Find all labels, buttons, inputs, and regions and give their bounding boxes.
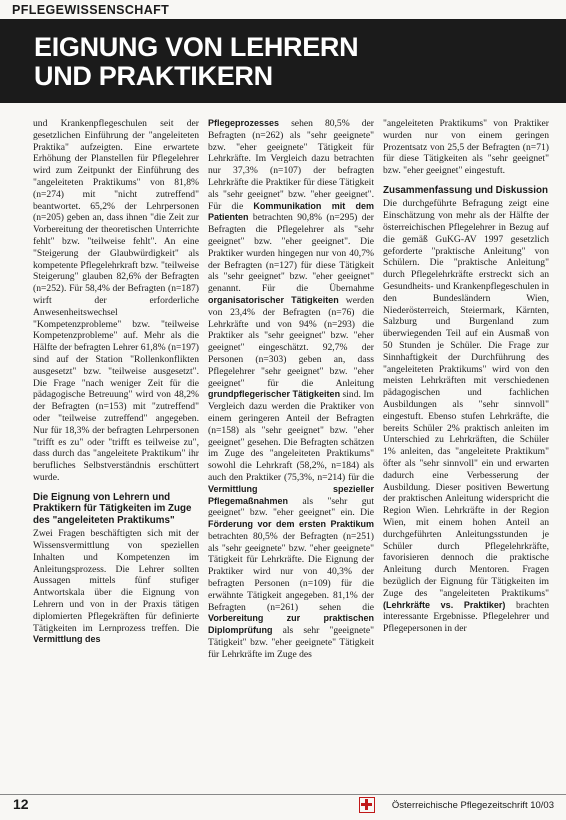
- bold-term: Vermittlung spezieller Pflegemaßnahmen: [208, 483, 374, 506]
- bold-term: Kommunikation mit dem Patienten: [208, 200, 374, 223]
- cross-logo-icon: [359, 797, 375, 813]
- subheading-zusammenfassung: Zusammenfassung und Diskussion: [383, 184, 548, 196]
- text-column-2: [208, 118, 374, 773]
- text-column-3: [383, 118, 549, 773]
- page-number: 12: [13, 796, 29, 812]
- paragraph: [383, 198, 549, 634]
- title-line-2: UND PRAKTIKERN: [34, 61, 273, 91]
- paragraph: und Krankenpflegeschulen seit der gesetzlichen Einführung der "angeleiteten Praktika" aufzeigten. Eine erwartete Erhöhung der Planstellen für Pflegelehrer wird zum Zeitpunkt der Einführung des "angeleiteten Praktikums" von 81,8% (n=274) mit "nicht zutreffend" beantwortet. 65,2% der Lehrpersonen (n=205) geben an, dass ihnen "die Zeit zur Vorbereitung der theoretischen Unterrichte fehlt" bzw. "teilweise fehlt". An eine "Steigerung der Glaubwürdigkeit" als kompetente Pflegelehrkraft bzw. "teilweise Steigerung" glauben 82,6% der Befragten (n=252). Für 58,4% der Befragten (n=187) wirft der erforderliche Anwesenheitswechsel "Kompetenzprobleme" bzw. "teilweise Kompetenzprobleme" auf. Mehr als die Hälfte der befragten Lehrer 61,8% (n=197) sind auf der Station "Rollenkonflikten ausgesetzt" bzw. "teilweise ausgesetzt". Die Frage "nach weniger Zeit für die pädagogische Betreuung" wird von 48,2% der Befragten (n=153) mit "zutreffend" oder "teilweise zutreffend" angegeben. Nur für 18,3% der befragten Lehrpersonen "trifft es zu" oder "trifft es teilweise zu", dass durch das "angeleitete Praktikum" ihr berufliches Selbstverständnis erschüttert wurde.: [33, 118, 199, 483]
- paragraph-text: Zwei Fragen beschäftigten sich mit der Wissensvermittlung von speziellen Inhalten und Kompetenzen im Anleitungsprozess. Die Lehrer sollten Aussagen mittels fünf stufiger Antwortskala über die Eignung von Lehrern und von in der Praxis tätigen diplomierten Pflegekräften für definierte Tätigkeiten im Lernprozess treffen. Die: [33, 528, 199, 634]
- paragraph-text: brachten interessante Ergebnisse. Pflegelehrer und Pflegepersonen in der: [383, 599, 549, 635]
- text-column-1: [33, 118, 199, 773]
- title-line-1: EIGNUNG VON LEHRERN: [34, 32, 359, 62]
- page-title: [34, 33, 554, 91]
- bold-term: (Lehrkräfte vs. Praktiker): [383, 599, 506, 610]
- paragraph-text: sind. Im Vergleich dazu werden die Praktiker von einem geringeren Anteil der Befragten (n=158) als "sehr geeignet" bzw. "eher geeignet" gesehen. Die Befragten schätzen im Zuge des "angeleiteten Praktikums" sowohl die Lehrkraft (58,2%, n=184) als auch den Praktiker (75,3%, n=214) für die: [208, 389, 374, 483]
- paragraph-text: betrachten 80,5% der Befragten (n=251) als "sehr geeignete" bzw. "eher geeignete" Tätigkeit für Lehrkräfte. Die Eignung der Praktiker wird nur von 40,3% der befragten Personen (n=109) für die erwähnte Tätigkeit angegeben. 81,1% der Befragten (n=261) sehen die: [208, 530, 374, 613]
- bold-term: Vorbereitung zur praktischen Diplomprüfung: [208, 613, 374, 636]
- paragraph-text: als "sehr gut geeignet" bzw. "eher geeignet" ein. Die: [208, 495, 374, 519]
- bold-term: Vermittlung des: [33, 634, 101, 645]
- paragraph-text: werden von 23,4% der Befragten (n=76) die Lehrkräfte und von 94% (n=293) die Praktiker als "sehr geeignet" bzw. "eher geeignet" eingeschätzt. 92,7% der Personen (n=303) geben an, dass Pflegelehrer "sehr geeignet" bzw. "eher geeignet" für die Anleitung: [208, 294, 374, 389]
- paragraph-text: als sehr "geeignete" Tätigkeit" bzw. "eher geeignete" Tätigkeit für Lehrkräfte im Zuge des: [208, 625, 374, 660]
- footer-divider: [0, 794, 566, 795]
- paragraph: [33, 528, 199, 646]
- paragraph-text: Die durchgeführte Befragung zeigt eine Einschätzung von mehr als der Hälfte der österreichischen Pflegelehrer in Bezug auf die gemäß GuKG-AV 1997 gesetzlich geforderte "praktische Anleitung" von Schülern. Die "praktische Anleitung" durch Pflegelehrkräfte erstreckt sich an Gesundheits- und Krankenpflegeschulen in den Bundesländern Wien, Niederösterreich, Steiermark, Kärnten, Salzburg und Burgenland zum überwiegenden Teil auf ein Ausmaß von 50 Stunden je Schüler. Die Frage zur Sinnhaftigkeit der Durchführung des "angeleiteten Praktikums" wird von den meisten Lehrkräften mit verschiedenen pädagogischen und fachlichen Ausbildungen als "sehr sinnvoll" eingestuft. Ebenso stufen Lehrkräfte, die bereits Schüler 2% praktisch anleiten im Unterschied zu Lehrkräften, die Schüler 1% anleiten, das "angeleitete Praktikum" öfter als "sehr sinnvoll" ein und erwarten dadurch eine Verbesserung der Ausbildung. Dieser positiven Bewertung der praktischen Anleitung widerspricht die Region Wien. Lehrkräfte in der Region Wien, mit einem hohen Anteil an durchgeführten Anleitungsstunden je Schüler durch Pflegelehrkräfte, favorisieren dennoch die praktische Anleitung durch Mentoren. Fragen bezüglich der Eignung für Tätigkeiten im Zuge des "angeleiteten Praktikums": [383, 198, 549, 599]
- paragraph: "angeleiteten Praktikums" von Praktiker wurden nur von einem geringen Prozentsatz von 25,5 der Befragten (n=71) für diese Tätigkeiten als "sehr geeignet" bzw. "eher geeignet" eingestuft.: [383, 118, 549, 177]
- bold-term: Förderung vor dem ersten Praktikum: [208, 519, 374, 530]
- bold-term: grundpflegerischer Tätigkeiten: [208, 389, 341, 400]
- subheading-eignung: Die Eignung von Lehrern und Praktikern für Tätigkeiten im Zuge des "angeleiteten Praktikums": [33, 491, 192, 526]
- paragraph-text: betrachten 90,8% (n=295) der Befragten die Pflegelehrer als "sehr geeignet" bzw. "eher geeignet". Die Praktiker wurden hingegen nur von 40,7% der Befragten (n=127) für diese Tätigkeit als "sehr geeignet" bzw. "eher geeignet" genannt. Für die Übernahme: [208, 212, 374, 295]
- paragraph-text: sehen 80,5% der Befragten (n=262) als "sehr geeignete" bzw. "eher geeignete" Tätigkeit für Lehrkräfte. Im Vergleich dazu betrachten nur 37,3% (n=107) der befragten Lehrkräfte die Praktiker für diese Tätigkeit als "sehr geeignet" bzw. "eher geeignet". Für die: [208, 118, 374, 212]
- journal-name: Österreichische Pflegezeitschrift 10/03: [391, 800, 554, 811]
- bold-term: Pflegeprozesses: [208, 118, 280, 128]
- bold-term: organisatorischer Tätigkeiten: [208, 294, 339, 305]
- section-label: PFLEGEWISSENSCHAFT: [12, 3, 170, 17]
- paragraph: [208, 118, 374, 661]
